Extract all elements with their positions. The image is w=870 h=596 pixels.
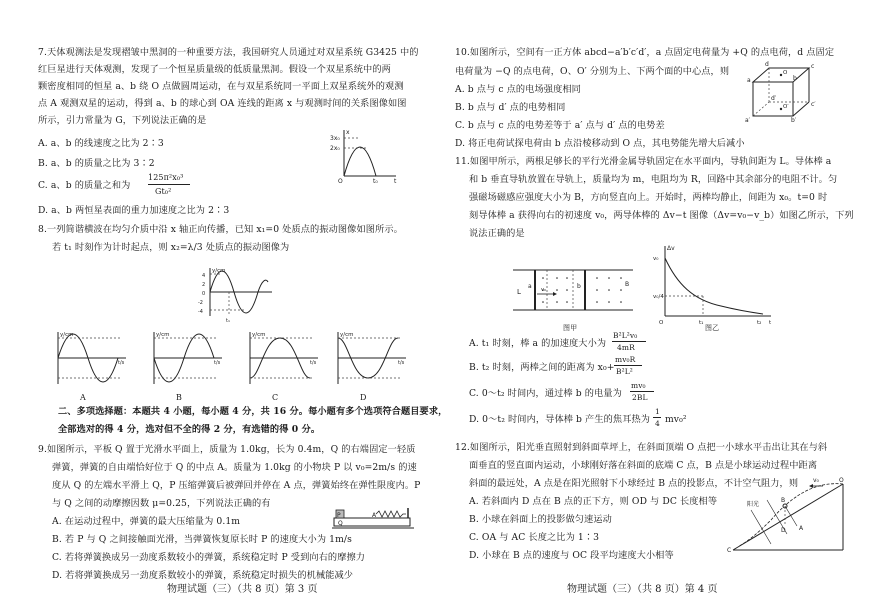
q11-line: 刻导体棒 a 获得向右的初速度 v₀，两导体棒的 Δv−t 图像（Δv=v₀−v_b）如图乙所示，下列 [469,210,854,221]
q12-line: 斜面的最远处，A 点是在阳光照射下小球经过 B 点的投影点，不计空气阻力，则 [469,478,799,489]
main-graph-ylabel: y/cm [212,268,226,274]
q11-line: 说法正确的是 [469,228,525,239]
q12-line: 面垂直的竖直面内运动，小球刚好落在斜面的底端 C 点，B 点是小球运动过程中距离 [469,460,818,471]
graph-label-3x0: 3x₀ [330,135,340,142]
option-graph-ylabel: y/cm [60,332,74,338]
q7-option-c: C. a、b 的质量之和为 [38,180,131,191]
slope-label: D [781,527,786,534]
q7-option-d: D. a、b 两恒星表面的重力加速度之比为 2∶3 [38,205,230,216]
option-graph-xlabel: t/s [398,360,405,366]
option-graph-xlabel: t/s [118,360,125,366]
q7-c-numerator: 125π²x₀³ [148,173,184,182]
q12-slope-figure [711,477,851,554]
rail-label: v₀ [541,287,546,293]
option-graph-ylabel: y/cm [340,332,354,338]
q11-d-den: 4 [655,419,660,428]
q8-option-graph-b [146,330,226,390]
main-graph-tick: 0 [202,291,206,297]
q10-option-d: D. 将正电荷试探电荷由 b 点沿棱移动到 O 点，其电势能先增大后减小 [455,138,745,149]
main-graph-tick: -2 [198,300,203,306]
q7-line: 红巨星进行天体观测，发现了一个恒星质量级的低质量黑洞。假设一个双星系统中的两 [38,64,391,75]
graph-label-t: t [394,178,397,185]
fraction-bar [148,184,190,185]
graph-b-label: Δv [667,245,675,252]
q11-delta-v-graph-b [653,244,773,326]
q7-line: 点 A 观测双星的运动，得到 a、b 的球心到 OA 连线的距离 x 与观测时间的关系图像如图 [38,98,407,109]
q10-line: 10.如图所示，空间有一正方体 abcd−a′b′c′d′，a 点固定电荷量为 +Q 的点电荷，d 点固定 [455,47,835,58]
graph-b-label: t [769,320,772,326]
q10-line: 电荷量为 −Q 的点电荷，O、O′ 分别为上、下两个面的中心点，则 [455,66,730,77]
q8-main-vibration-graph [196,266,276,324]
cube-label: c′ [811,101,816,108]
q7-line: 7.天体观测法是发现褶皱中黑洞的一种重要方法，我国研究人员通过对双星系统 G3425 中的 [38,47,419,58]
q10-cube-figure [745,60,825,122]
main-graph-tick: 4 [202,273,206,279]
q11-c-den: 2BL [632,393,648,402]
cube-label: c [811,63,815,70]
graph-b-label: t₁ [699,320,704,326]
page-footer: 物理试题（三）（共 8 页）第 3 页 [167,584,318,595]
rail-label: L [517,288,521,296]
option-graph-xlabel: t/s [310,360,317,366]
q9-line: 与 Q 之间的动摩擦因数 μ=0.25，下列说法正确的有 [52,498,271,509]
main-graph-tick: -4 [198,309,203,315]
q11-d-tail: mv₀² [665,414,687,425]
graph-b-label: O [659,320,664,326]
slope-label: 阳光 [747,501,760,508]
q7-line: 所示，引力常量为 G，下列说法正确的是 [38,115,207,126]
cube-label: a [747,77,751,84]
q12-option-b: B. 小球在斜面上的投影做匀速运动 [469,514,612,525]
q9-line: 度从 Q 的左端水平滑上 Q，P 压缩弹簧后被弹回并停在 A 点，弹簧始终在弹性限度内。P [52,480,421,491]
cube-label: d′ [771,95,777,102]
cube-label: d [765,61,769,68]
q11-line: 强磁场磁感应强度大小为 B，方向竖直向上。开始时，两棒均静止，间距为 x₀。t=0 时 [469,192,828,203]
fig-label-q: Q [338,520,343,527]
q11-line: 和 b 垂直导轨放置在导轨上，质量均为 m，电阻均为 R，回路中其余部分的电阻不计。匀 [469,174,838,185]
figure-caption-b: 图乙 [705,324,720,332]
rail-label: B [625,281,630,288]
q9-option-b: B. 若 P 与 Q 之间接触面光滑，当弹簧恢复原长时 P 的速度大小为 1m/s [52,534,352,545]
q12-option-c: C. OA 与 AC 长度之比为 1∶3 [469,532,600,543]
q11-b-den: B²L² [616,367,633,376]
q11-option-b: B. t₂ 时刻，两棒之间的距离为 x₀+ [469,362,615,373]
q11-option-a: A. t₁ 时刻，棒 a 的加速度大小为 [469,338,607,349]
option-graph-ylabel: y/cm [252,332,266,338]
q8-option-b-label: B [176,393,182,402]
q11-option-c: C. 0～t₂ 时间内，通过棒 b 的电量为 [469,388,622,399]
q11-line: 11.如图甲所示，两根足够长的平行光滑金属导轨固定在水平面内，导轨间距为 L。导体棒 a [455,156,832,167]
q7-x-t-graph [330,128,400,183]
q8-option-graph-d [330,330,410,390]
rail-label: b [577,283,581,290]
option-graph-ylabel: y/cm [156,332,170,338]
right-page-column [435,0,870,596]
section-heading-line: 全部选对的得 4 分，选对但不全的得 2 分，有选错的得 0 分。 [58,424,321,435]
q7-option-a: A. a、b 的线速度之比为 2∶3 [38,138,164,149]
q11-option-d: D. 0～t₂ 时间内，导体棒 b 产生的焦耳热为 [469,414,651,425]
graph-b-label: t₂ [757,320,762,326]
cube-label: O′ [783,104,789,110]
fig-label-p: P [337,512,341,519]
main-graph-tick: 2 [202,282,206,288]
q11-a-den: 4mR [617,343,635,352]
graph-b-label: v₀ [653,256,659,262]
option-graph-xlabel: t/s [214,360,221,366]
cube-label: b [793,75,797,82]
page-footer: 物理试题（三）（共 8 页）第 4 页 [567,584,718,595]
q7-option-b: B. a、b 的质量之比为 3∶2 [38,158,155,169]
slope-label: A [799,525,804,532]
slope-label: v₀ [813,477,819,484]
q7-c-denominator: Gt₀² [155,187,172,196]
graph-label-2x0: 2x₀ [330,145,340,152]
q11-b-num: mv₀R [615,355,636,364]
section-heading-line: 二、多项选择题：本题共 4 小题，每小题 4 分，共 16 分。每小题有多个选项符合题目要求， [58,406,448,417]
q10-option-b: B. b 点与 d′ 点的电势相同 [455,102,566,113]
slope-label: B [781,497,786,504]
q8-line: 若 t₁ 时刻作为计时起点，则 x₂=λ/3 处质点的振动图像为 [52,242,290,253]
cube-label: b′ [791,117,797,124]
q9-line: 9.如图所示，平板 Q 置于光滑水平面上，质量为 1.0kg，长为 0.4m，Q 的右端固定一轻质 [38,444,416,455]
graph-b-label: v₀/4 [653,294,664,300]
q12-line: 12.如图所示，阳光垂直照射到斜面草坪上，在斜面顶端 O 点把一小球水平击出让其在与斜 [455,442,828,453]
q9-plank-spring-figure [332,506,414,530]
q8-line: 8.一列简谐横波在均匀介质中沿 x 轴正向传播，已知 x₁=0 处质点的振动图像如图所示。 [38,224,403,235]
q8-option-a-label: A [80,393,86,402]
graph-label-origin: O [338,178,343,185]
q8-option-graph-c [242,330,322,390]
figure-caption-a: 图甲 [563,324,578,332]
slope-label: O [839,477,844,484]
cube-label: a′ [745,117,751,124]
q9-option-d: D. 若将弹簧换成另一劲度系数较小的弹簧，系统稳定时损失的机械能减少 [52,570,354,581]
q8-option-d-label: D [360,393,367,402]
main-graph-t1: t₁ [226,318,230,324]
q11-a-num: B²L²v₀ [613,331,638,340]
graph-label-t0: t₀ [373,178,378,185]
q11-d-num: 1 [655,407,660,416]
q12-option-a: A. 若斜面内 D 点在 B 点的正下方，则 OD 与 DC 长度相等 [469,496,718,507]
q9-option-c: C. 若将弹簧换成另一劲度系数较小的弹簧，系统稳定时 P 受到向右的摩擦力 [52,552,366,563]
q8-option-graph-a [50,330,130,390]
q9-option-a: A. 在运动过程中，弹簧的最大压缩量为 0.1m [52,516,241,527]
fig-label-a: A [372,512,377,519]
q10-option-a: A. b 点与 c 点的电场强度相同 [455,84,581,95]
q11-rail-figure-a [513,266,633,316]
q8-option-c-label: C [272,393,279,402]
rail-label: a [528,283,532,290]
q9-line: 弹簧，弹簧的自由端恰好位于 Q 的中点 A。质量为 1.0kg 的小物块 P 以 v₀=2m/s 的速 [52,462,417,473]
graph-label-x: x [346,129,350,136]
slope-label: C [727,547,732,554]
q7-line: 颗密度相同的恒星 a、b 绕 O 点做圆周运动，在与双星系统同一平面上双星系统外的观测 [38,81,404,92]
q12-option-d: D. 小球在 B 点的速度与 OC 段平均速度大小相等 [469,550,674,561]
cube-label: O [783,70,788,76]
q10-option-c: C. b 点与 c 点的电势差等于 a′ 点与 d′ 点的电势差 [455,120,665,131]
q11-c-num: mv₀ [631,381,646,390]
